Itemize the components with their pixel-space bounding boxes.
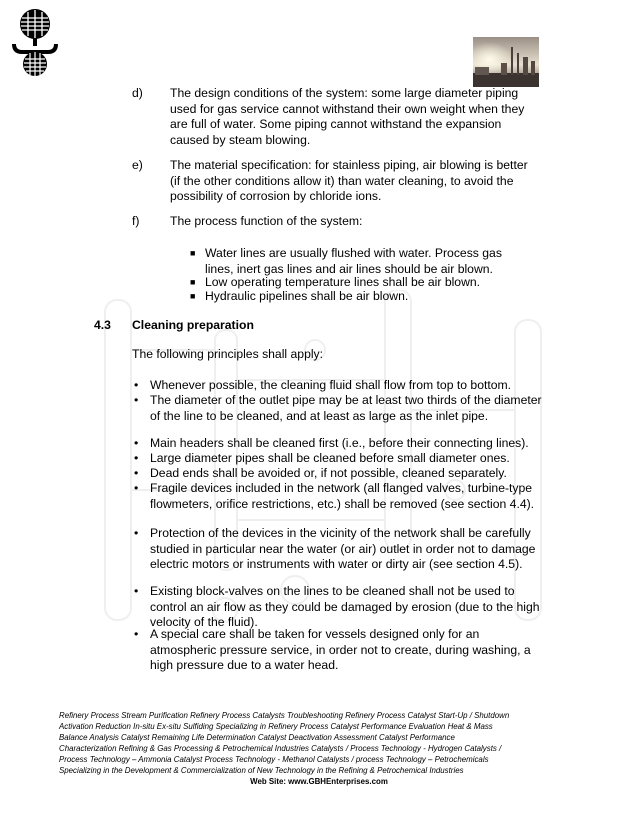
footer-line: Activation Reduction In-situ Ex-situ Sulfiding Specializing in Refinery Process Catalyst Performance Evaluation Heat & Mass	[59, 721, 493, 731]
bullet-icon: •	[134, 451, 139, 465]
principle-item: Main headers shall be cleaned first (i.e., before their connecting lines).	[150, 436, 529, 450]
principle-item: Dead ends shall be avoided or, if not possible, cleaned separately.	[150, 466, 507, 480]
process-bullet: Hydraulic pipelines shall be air blown.	[205, 289, 409, 303]
item-d-label: d)	[132, 86, 143, 100]
process-bullet: Water lines are usually flushed with water. Process gas lines, inert gas lines and air lines should be air blown.	[205, 246, 502, 276]
principle-item: The diameter of the outlet pipe may be at least two thirds of the diameter of the line to be cleaned, and at least as large as the inlet pipe.	[150, 393, 542, 423]
website-link[interactable]: Web Site: www.GBHEnterprises.com	[250, 777, 388, 786]
section-title: Cleaning preparation	[132, 318, 254, 332]
principle-item: Whenever possible, the cleaning fluid shall flow from top to bottom.	[150, 378, 512, 392]
bullet-icon: •	[134, 481, 139, 495]
footer-line: Refinery Process Stream Purification Refinery Process Catalysts Troubleshooting Refinery Process Catalyst Start-Up / Shutdown	[59, 711, 510, 720]
bullet-icon: •	[134, 378, 139, 392]
bullet-icon: •	[134, 393, 139, 407]
footer-line: Process Technology – Ammonia Catalyst Process Technology - Methanol Catalysts / process Technology – Petrochemicals	[59, 754, 489, 764]
section-intro: The following principles shall apply:	[132, 347, 324, 361]
square-bullet-icon: ■	[190, 291, 196, 301]
section-number: 4.3	[94, 318, 111, 332]
item-e-label: e)	[132, 158, 143, 172]
principle-item: Fragile devices included in the network (all flanged valves, turbine-type flowmeters, orifice restrictions, etc.) shall be removed (see section 4.4).	[150, 481, 535, 511]
item-f-text: The process function of the system:	[170, 214, 363, 228]
square-bullet-icon: ■	[190, 277, 196, 287]
footer-line: Specializing in the Development & Commercialization of New Technology in the Refining & Petrochemical Industries	[59, 765, 464, 775]
square-bullet-icon: ■	[190, 248, 196, 258]
footer-line: Characterization Refining & Gas Processing & Petrochemical Industries Catalysts / Process Technology - Hydrogen Catalysts /	[59, 743, 502, 753]
footer-line: Balance Analysis Catalyst Remaining Life Determination Catalyst Deactivation Assessment Catalyst Performance	[59, 732, 455, 742]
process-bullet: Low operating temperature lines shall be air blown.	[205, 275, 481, 289]
bullet-icon: •	[134, 526, 139, 540]
principle-item: Existing block-valves on the lines to be cleaned shall not be used to control an air flow as they could be damaged by erosion (due to the high velocity of the fluid).	[150, 584, 540, 630]
item-e-text: The material specification: for stainless piping, air blowing is better (if the other conditions allow it) than water cleaning, to avoid the possibility of corrosion by chloride ions.	[170, 158, 528, 204]
bullet-icon: •	[134, 466, 139, 480]
item-f-label: f)	[132, 214, 140, 228]
principle-item: Large diameter pipes shall be cleaned before small diameter ones.	[150, 451, 510, 465]
bullet-icon: •	[134, 584, 139, 598]
bullet-icon: •	[134, 436, 139, 450]
principle-item: A special care shall be taken for vessels designed only for an atmospheric pressure service, in order not to create, during washing, a high pressure due to a water head.	[150, 627, 531, 673]
principle-item: Protection of the devices in the vicinity of the network shall be carefully studied in particular near the water (or air) outlet in order not to damage electric motors or instruments with water or dirty air (see section 4.5).	[150, 526, 536, 572]
bullet-icon: •	[134, 627, 139, 641]
item-d-text: The design conditions of the system: some large diameter piping used for gas service cannot withstand their own weight when they are full of water. Some piping cannot withstand the expansion caused by steam blowing.	[170, 86, 525, 147]
footer-services-text	[59, 711, 559, 776]
